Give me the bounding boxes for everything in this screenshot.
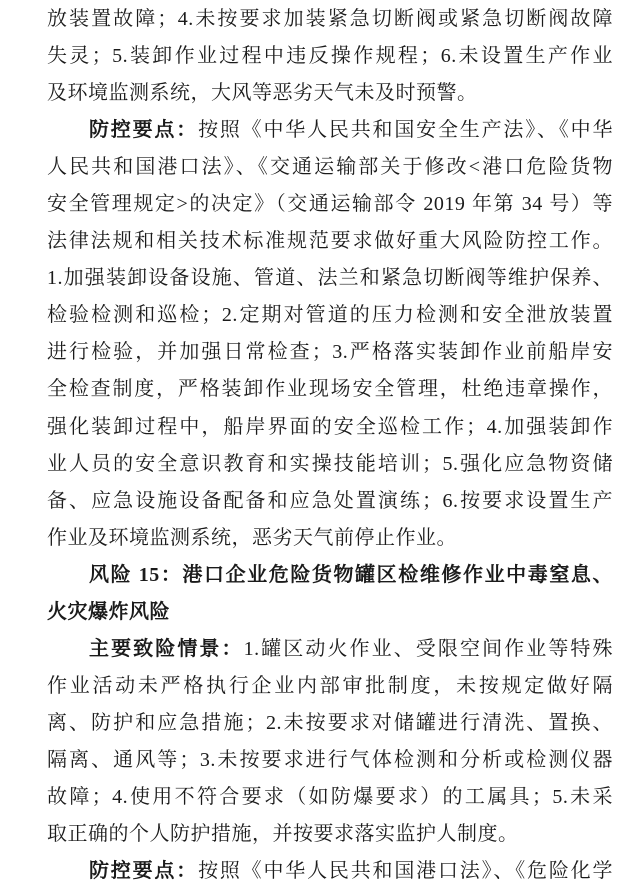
line-text: 按照《中华人民共和国安全生产法》、《中华 xyxy=(198,119,613,142)
line-text: 及环境监测系统，大风等恶劣天气未及时预警。 xyxy=(47,82,478,105)
text-line xyxy=(47,297,613,334)
line-text: 强化装卸过程中，船岸界面的安全巡检工作；4.加强装卸作 xyxy=(47,415,613,438)
text-line xyxy=(47,75,613,112)
line-text: 业人员的安全意识教育和实操技能培训；5.强化应急物资储 xyxy=(47,452,613,475)
text-line xyxy=(47,668,613,705)
line-text: 进行检验，并加强日常检查；3.严格落实装卸作业前船岸安 xyxy=(47,341,613,364)
text-line xyxy=(47,371,613,408)
text-line xyxy=(47,112,613,149)
line-text: 放装置故障；4.未按要求加装紧急切断阀或紧急切断阀故障 xyxy=(47,8,613,30)
line-text: 隔离、通风等；3.未按要求进行气体检测和分析或检测仪器 xyxy=(47,748,613,771)
line-text: 按照《中华人民共和国港口法》、《危险化学 xyxy=(198,860,613,883)
text-line xyxy=(47,816,613,853)
text-line xyxy=(47,446,613,483)
text-line xyxy=(47,186,613,223)
line-text: 离、防护和应急措施；2.未按要求对储罐进行清洗、置换、 xyxy=(47,711,613,734)
bold-lead-in: 防控要点： xyxy=(89,860,199,883)
line-text: 作业活动未严格执行企业内部审批制度，未按规定做好隔 xyxy=(47,674,613,697)
text-line xyxy=(47,223,613,260)
text-line xyxy=(47,334,613,371)
text-line xyxy=(47,483,613,520)
line-text: 备、应急设施设备配备和应急处置演练；6.按要求设置生产 xyxy=(47,489,613,512)
text-line xyxy=(47,409,613,446)
text-line xyxy=(47,742,613,779)
line-text: 取正确的个人防护措施，并按要求落实监护人制度。 xyxy=(47,823,519,846)
text-line xyxy=(47,557,613,594)
line-text: 人民共和国港口法》、《交通运输部关于修改<港口危险货物 xyxy=(47,156,613,179)
line-text: 作业及环境监测系统，恶劣天气前停止作业。 xyxy=(47,526,457,549)
bold-lead-in: 主要致险情景： xyxy=(89,637,244,660)
line-text: 1.罐区动火作业、受限空间作业等特殊 xyxy=(243,637,613,660)
text-line xyxy=(47,779,613,816)
line-text: 全检查制度，严格装卸作业现场安全管理，杜绝违章操作， xyxy=(47,378,613,401)
text-line xyxy=(47,1,613,38)
document-text-body xyxy=(47,1,613,890)
bold-lead-in: 火灾爆炸风险 xyxy=(47,600,170,623)
text-line xyxy=(47,705,613,742)
text-line xyxy=(47,594,613,631)
line-text: 安全管理规定>的决定》（交通运输部令 2019 年第 34 号）等 xyxy=(47,193,613,216)
line-text: 1.加强装卸设备设施、管道、法兰和紧急切断阀等维护保养、 xyxy=(47,267,613,290)
text-line xyxy=(47,260,613,297)
text-line xyxy=(47,38,613,75)
line-text: 法律法规和相关技术标准规范要求做好重大风险防控工作。 xyxy=(47,230,613,253)
line-text: 故障；4.使用不符合要求（如防爆要求）的工属具；5.未采 xyxy=(47,785,613,808)
bold-lead-in: 防控要点： xyxy=(89,119,199,142)
bold-lead-in: 风险 15：港口企业危险货物罐区检维修作业中毒窒息、 xyxy=(89,563,613,586)
line-text: 失灵；5.装卸作业过程中违反操作规程；6.未设置生产作业 xyxy=(47,45,613,68)
text-line xyxy=(47,853,613,890)
text-line xyxy=(47,631,613,668)
text-line xyxy=(47,149,613,186)
line-text: 检验检测和巡检；2.定期对管道的压力检测和安全泄放装置 xyxy=(47,304,613,327)
text-line xyxy=(47,520,613,557)
